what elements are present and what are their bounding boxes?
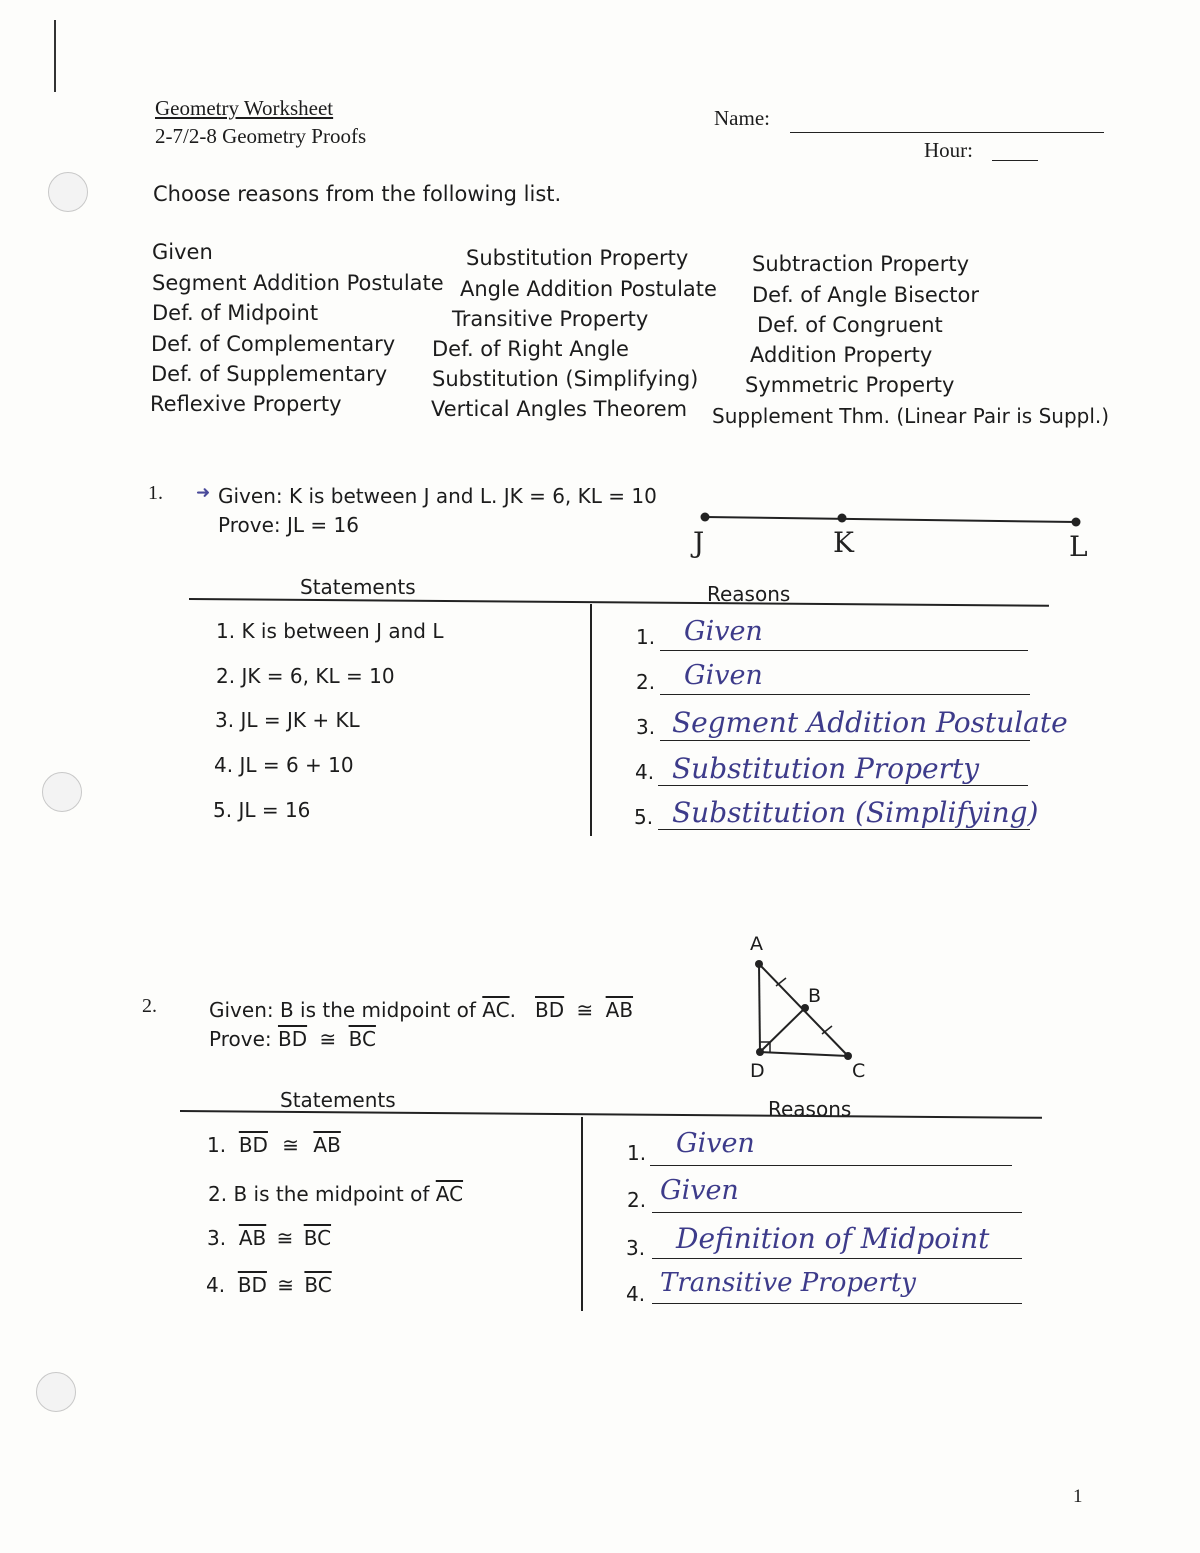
table-divider <box>590 604 592 836</box>
handwritten-reason[interactable]: Definition of Midpoint <box>676 1222 990 1255</box>
reason-option: Segment Addition Postulate <box>152 271 444 295</box>
reason-blank[interactable] <box>658 785 1028 786</box>
problem2-given: Given: B is the midpoint of $\overline{AC}$. $\overline{BD}$ ≅ $\overline{AB}$ <box>209 998 634 1022</box>
segment-db <box>760 1008 805 1052</box>
statement-row: 4. JL = 6 + 10 <box>214 753 354 777</box>
statement-row: 2. B is the midpoint of $\overline{AC}$ <box>208 1182 464 1206</box>
segment-bd: $\overline{BD}$ <box>238 1133 268 1157</box>
reason-option: Substitution Property <box>466 246 689 270</box>
table-top-rule <box>189 598 1049 607</box>
reason-option: Angle Addition Postulate <box>460 277 717 301</box>
reason-option: Addition Property <box>750 343 933 367</box>
problem2-number: 2. <box>142 995 157 1017</box>
punch-hole-bottom <box>36 1372 76 1412</box>
segment-bc: $\overline{BC}$ <box>348 1027 376 1051</box>
reason-number: 4. <box>626 1282 646 1306</box>
reason-number: 4. <box>635 760 655 784</box>
label-b: B <box>808 985 822 1007</box>
segment-diagram <box>690 500 1100 570</box>
reason-blank[interactable] <box>650 1165 1012 1166</box>
punch-hole-middle <box>42 772 82 812</box>
name-field[interactable] <box>790 132 1104 133</box>
statement-row: 1. K is between J and L <box>216 619 444 643</box>
reason-number: 3. <box>626 1236 646 1260</box>
handwritten-reason[interactable]: Substitution Property <box>672 752 980 785</box>
reason-option: Subtraction Property <box>752 252 970 276</box>
segment-jl <box>705 517 1076 522</box>
reason-blank[interactable] <box>660 694 1030 695</box>
table-divider <box>581 1117 583 1311</box>
problem1-given: Given: K is between J and L. JK = 6, KL = 10 <box>218 484 657 508</box>
reason-number: 3. <box>636 715 656 739</box>
label-a: A <box>750 933 763 955</box>
label-j: J <box>693 526 705 559</box>
reason-option: Given <box>152 240 213 264</box>
handwritten-reason[interactable]: Substitution (Simplifying) <box>672 796 1039 829</box>
reason-blank[interactable] <box>660 740 1030 741</box>
reason-number: 1. <box>627 1141 647 1165</box>
point-j <box>701 513 710 522</box>
problem2-prove <box>209 1027 376 1051</box>
reason-number: 2. <box>627 1188 647 1212</box>
segment-bc: $\overline{BC}$ <box>304 1273 332 1297</box>
congruent-symbol: ≅ <box>576 998 594 1022</box>
reason-option: Supplement Thm. (Linear Pair is Suppl.) <box>712 404 1110 428</box>
point-k <box>838 514 847 523</box>
hour-label: Hour: <box>924 138 973 162</box>
point-d <box>756 1048 764 1056</box>
label-k: K <box>833 526 854 559</box>
reason-option: Symmetric Property <box>745 373 955 397</box>
handwritten-reason[interactable]: Given <box>676 1128 755 1159</box>
segment-ab: $\overline{AB}$ <box>313 1133 341 1157</box>
statement-row: 4. $\overline{BD}$ ≅ $\overline{BC}$ <box>206 1273 332 1297</box>
segment-ac: $\overline{AC}$ <box>482 998 510 1022</box>
handwritten-reason[interactable]: Segment Addition Postulate <box>672 706 1068 739</box>
point-c <box>844 1052 852 1060</box>
reason-option: Def. of Congruent <box>757 313 943 337</box>
reason-option: Vertical Angles Theorem <box>431 397 688 421</box>
problem1-prove: Prove: JL = 16 <box>218 513 359 537</box>
statements-header: Statements <box>300 575 416 599</box>
reason-number: 5. <box>634 805 654 829</box>
worksheet-title: Geometry Worksheet <box>155 96 334 120</box>
side-dc <box>760 1052 848 1056</box>
reasons-header: Reasons <box>768 1097 852 1121</box>
label-l: L <box>1069 530 1088 563</box>
punch-hole-top <box>48 172 88 212</box>
segment-bd: $\overline{BD}$ <box>277 1027 308 1051</box>
reason-option: Def. of Angle Bisector <box>752 283 980 307</box>
handwritten-reason[interactable]: Given <box>684 616 763 647</box>
worksheet-subtitle: 2-7/2-8 Geometry Proofs <box>155 124 367 148</box>
instructions: Choose reasons from the following list. <box>153 182 562 206</box>
hour-field[interactable] <box>992 160 1038 161</box>
name-label: Name: <box>714 106 770 130</box>
reason-option: Reflexive Property <box>150 392 342 416</box>
segment-bd: $\overline{BD}$ <box>237 1273 267 1297</box>
statement-row: 1. $\overline{BD}$ ≅ $\overline{AB}$ <box>207 1133 341 1157</box>
reason-blank[interactable] <box>652 1258 1022 1259</box>
reason-number: 1. <box>636 625 656 649</box>
segment-ab: $\overline{AB}$ <box>238 1226 267 1250</box>
congruent-symbol: ≅ <box>319 1027 337 1051</box>
statement-row: 3. JL = JK + KL <box>215 708 360 732</box>
segment-ac: $\overline{AC}$ <box>435 1182 464 1206</box>
handwritten-reason[interactable]: Given <box>684 660 763 691</box>
statement-row: 2. JK = 6, KL = 10 <box>216 664 395 688</box>
reason-option: Def. of Supplementary <box>151 362 388 386</box>
handwritten-reason[interactable]: Transitive Property <box>660 1268 916 1298</box>
reason-blank[interactable] <box>652 1303 1022 1304</box>
arrow-icon: ➜ <box>196 483 211 503</box>
segment-bd: $\overline{BD}$ <box>535 998 565 1022</box>
reason-number: 2. <box>636 670 656 694</box>
handwritten-reason[interactable]: Given <box>660 1175 739 1206</box>
statement-row: 3. $\overline{AB}$ ≅ $\overline{BC}$ <box>207 1226 332 1250</box>
statements-header: Statements <box>280 1088 396 1112</box>
label-d: D <box>750 1060 765 1082</box>
statement-row: 5. JL = 16 <box>213 798 311 822</box>
segment-bc: $\overline{BC}$ <box>303 1226 332 1250</box>
point-a <box>755 960 763 968</box>
reason-option: Def. of Midpoint <box>152 301 319 325</box>
segment-ab: $\overline{AB}$ <box>605 998 634 1022</box>
page-number: 1 <box>1073 1486 1083 1507</box>
reason-blank[interactable] <box>658 829 1030 830</box>
reason-option: Transitive Property <box>452 307 649 331</box>
reason-blank[interactable] <box>660 650 1028 651</box>
reason-blank[interactable] <box>652 1212 1022 1213</box>
table-top-rule <box>180 1110 1042 1119</box>
prove-text: Prove: <box>209 1027 272 1051</box>
scan-mark <box>54 20 56 92</box>
reason-option: Def. of Complementary <box>151 332 396 356</box>
reason-option: Def. of Right Angle <box>432 337 629 361</box>
point-l <box>1072 518 1081 527</box>
problem1-number: 1. <box>148 482 163 504</box>
reasons-header: Reasons <box>707 582 791 606</box>
side-ad <box>759 964 760 1052</box>
given-text: Given: B is the midpoint of <box>209 998 476 1022</box>
reason-option: Substitution (Simplifying) <box>432 367 699 391</box>
label-c: C <box>852 1060 866 1082</box>
